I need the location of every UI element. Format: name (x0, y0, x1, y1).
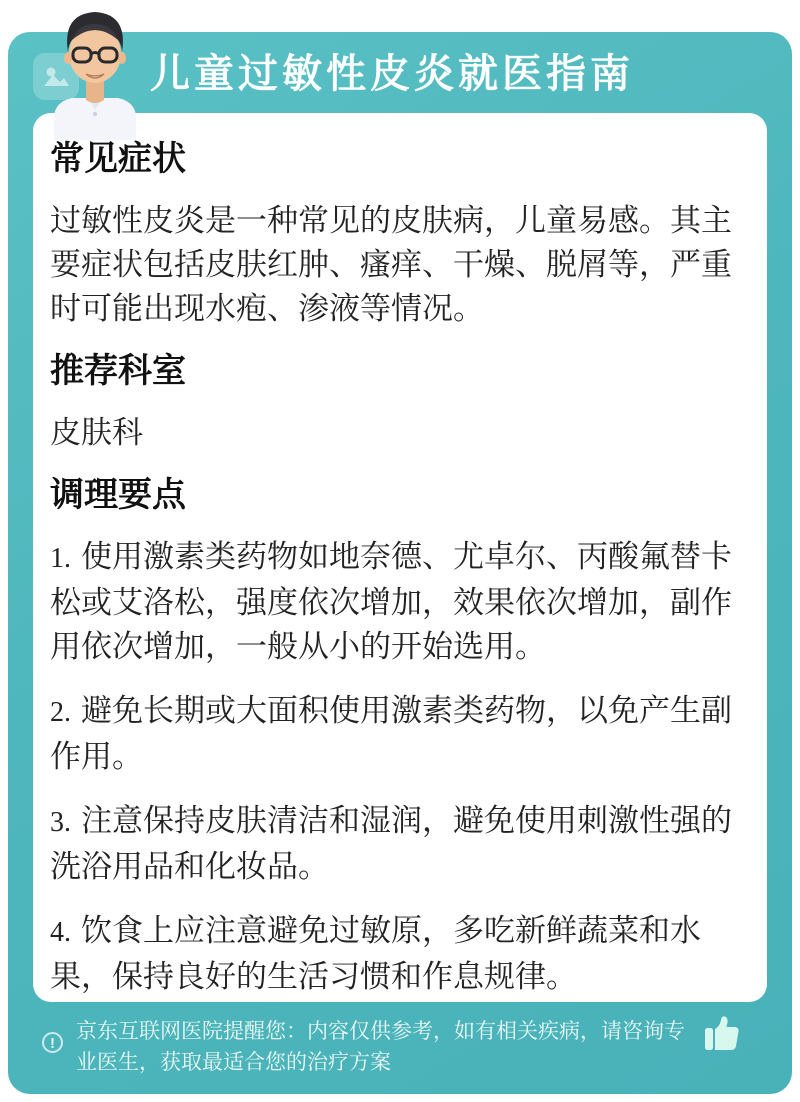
doctor-avatar (48, 6, 142, 140)
symptoms-paragraph: 过敏性皮炎是一种常见的皮肤病，儿童易感。其主要症状包括皮肤红肿、瘙痒、干燥、脱屑等，严重时可能出现水疱、渗液等情况。 (50, 203, 732, 326)
section-heading-care-points: 调理要点 (50, 476, 186, 514)
care-point-item (50, 799, 745, 889)
section-care-points (50, 475, 745, 999)
item-number: 3. (50, 807, 71, 838)
item-number: 1. (50, 543, 71, 574)
item-text: 饮食上应注意避免过敏原，多吃新鲜蔬菜和水果，保持良好的生活习惯和作息规律。 (50, 913, 701, 994)
teal-panel (8, 32, 792, 1094)
info-icon: ! (42, 1032, 63, 1053)
department-value: 皮肤科 (50, 415, 143, 450)
item-text: 注意保持皮肤清洁和湿润，避免使用刺激性强的洗浴用品和化妆品。 (50, 803, 732, 884)
item-number: 2. (50, 697, 71, 728)
item-text: 使用激素类药物如地奈德、尤卓尔、丙酸氟替卡松或艾洛松，强度依次增加，效果依次增加，副作用依次增加，一般从小的开始选用。 (50, 539, 732, 664)
item-number: 4. (50, 917, 71, 948)
page-title: 儿童过敏性皮炎就医指南 (150, 52, 634, 96)
content-card (33, 113, 767, 1002)
item-text: 避免长期或大面积使用激素类药物，以免产生副作用。 (50, 693, 732, 774)
care-point-item (50, 535, 745, 669)
section-heading-department: 推荐科室 (50, 352, 186, 390)
footer (8, 1002, 792, 1094)
section-department (50, 351, 745, 455)
section-symptoms (50, 139, 745, 331)
section-heading-symptoms: 常见症状 (50, 140, 186, 178)
disclaimer-text: 京东互联网医院提醒您：内容仅供参考，如有相关疾病，请咨询专业医生，获取最适合您的治疗方案 (76, 1020, 685, 1074)
care-point-item (50, 689, 745, 779)
thumbs-up-icon[interactable] (704, 1014, 740, 1054)
care-point-item (50, 909, 745, 999)
